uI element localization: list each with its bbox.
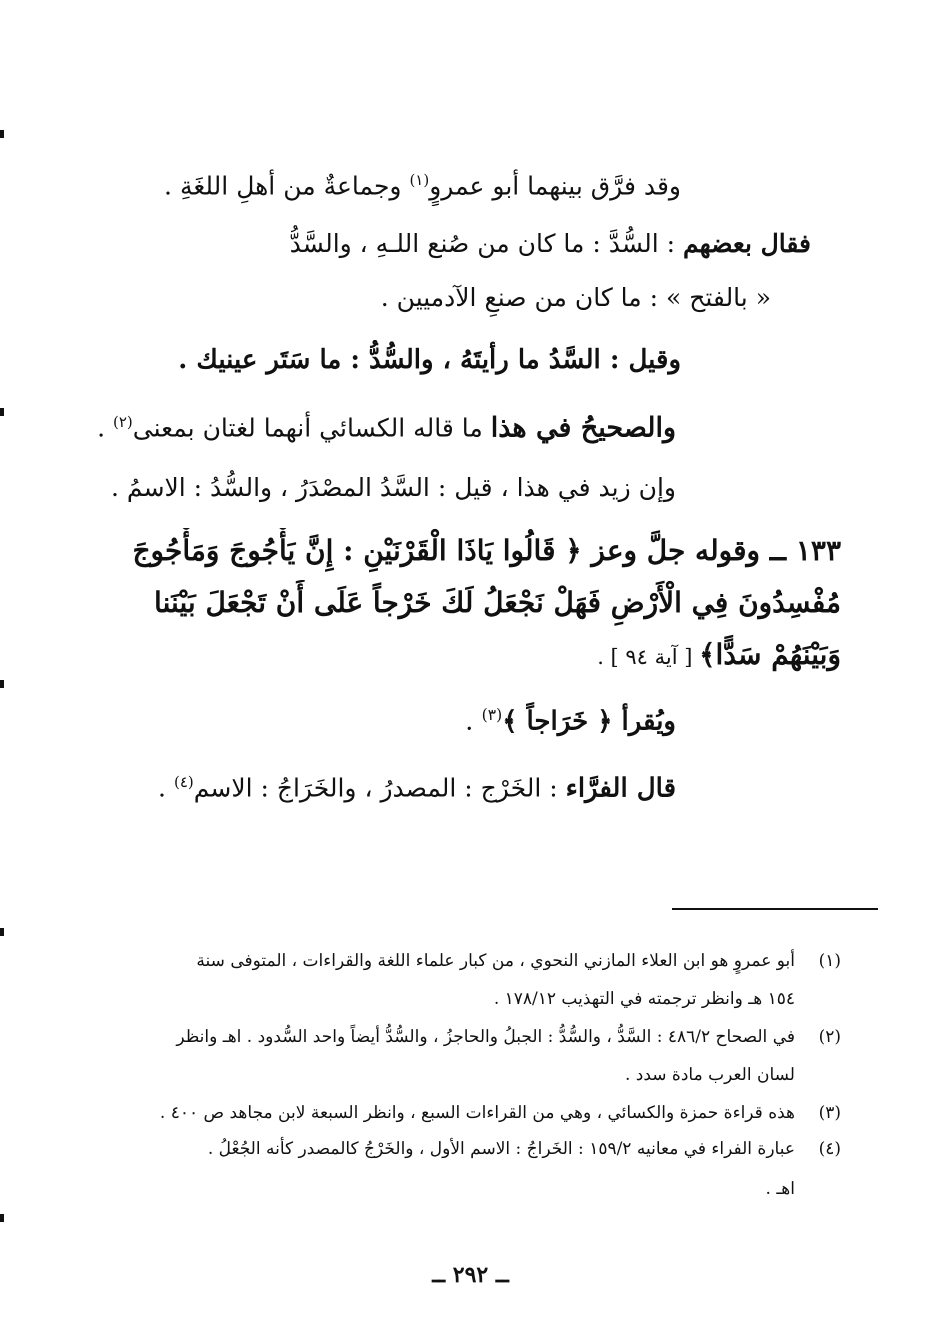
page-number: ــ ٢٩٢ ــ: [432, 1262, 509, 1288]
text-line-2: [111, 224, 811, 264]
text-line-4-text: وقيل : السَّدُ ما رأيتَهُ ، والسُّدُّ : ما سَتَر عينيك .: [178, 345, 681, 375]
text-line-5-rest: ما قاله الكسائي أنهما لغتان بمعنى: [132, 413, 491, 443]
scan-edge-mark: [0, 130, 4, 138]
text-line-1: [81, 160, 681, 206]
text-line-8-end: .: [158, 773, 174, 803]
verse-line-1: [51, 528, 841, 574]
footnote-4-line-2: اهـ .: [765, 1179, 795, 1199]
text-line-8: [36, 762, 676, 808]
text-line-6: [36, 468, 676, 508]
footnote-2-line-1: في الصحاح ٤٨٦/٢ : السَّدُّ ، والسُّدُّ : الجبلُ والحاجزُ ، والسُّدُّ أيضاً واحد السُّدود . اهـ وانظر: [176, 1027, 795, 1047]
verse-line-3: [51, 632, 841, 680]
footnote-3-number: (٣): [818, 1103, 841, 1123]
footnote-1-line-2: ١٥٤ هـ وانظر ترجمته في التهذيب ١٧٨/١٢ .: [493, 989, 795, 1009]
verse-reference: [ آية ٩٤ ] .: [597, 645, 700, 669]
text-line-2-rest: : السُّدَّ : ما كان من صُنع اللـهِ ، والسَّدُّ: [289, 229, 684, 258]
footnote-4-line-1: عبارة الفراء في معانيه ١٥٩/٢ : الخَراجُ : الاسم الأول ، والخَرْجُ كالمصدر كأنه الجُعْلُ .: [207, 1139, 795, 1159]
text-line-3-text: « بالفتح » : ما كان من صنعِ الآدميين .: [380, 283, 771, 312]
text-line-7-end: .: [465, 706, 482, 737]
footnote-ref-4: (٤): [173, 773, 194, 791]
footnote-1-number: (١): [818, 951, 841, 971]
footnote-separator: [672, 908, 878, 910]
scan-edge-mark: [0, 1214, 4, 1222]
text-line-7: [36, 692, 676, 745]
footnote-ref-1: (١): [409, 171, 430, 189]
footnote-ref-2: (٢): [112, 413, 133, 431]
scan-edge-mark: [0, 928, 4, 936]
text-line-8-bold: قال الفرَّاء: [565, 773, 676, 804]
text-line-1-b: وجماعةٌ من أهلِ اللغَةِ .: [164, 171, 410, 201]
text-line-2-bold: فقال بعضهم: [683, 229, 811, 258]
text-line-7-text: ويُقرأ ﴿ خَرَاجاً ﴾: [502, 706, 676, 737]
text-line-1-a: وقد فرَّق بينهما أبو عمروٍ: [429, 171, 681, 201]
text-line-3: [171, 278, 771, 318]
verse-line-2: [51, 580, 841, 626]
footnote-3-line-1: هذه قراءة حمزة والكسائي ، وهي من القراءات السبع ، وانظر السبعة لابن مجاهد ص ٤٠٠ .: [159, 1103, 795, 1123]
text-line-6-text: وإن زيد في هذا ، قيل : السَّدُ المصْدَرُ ، والسُّدُ : الاسمُ .: [111, 473, 676, 502]
verse-line-1-text: ١٣٣ ــ وقوله جلَّ وعز ﴿ قَالُوا يَاذَا الْقَرْنَيْنِ : إِنَّ يَأْجُوجَ وَمَأْجُوجَ: [132, 534, 841, 567]
text-line-5-bold: والصحيحُ في هذا: [490, 412, 676, 444]
footnote-1-line-1: أبو عمروٍ هو ابن العلاء المازني النحوي ، من كبار علماء اللغة والقراءات ، المتوفى سنة: [196, 951, 795, 971]
text-line-4: [41, 340, 681, 380]
footnote-2-number: (٢): [818, 1027, 841, 1047]
footnote-ref-3: (٣): [481, 706, 503, 724]
text-line-5-end: .: [97, 413, 113, 443]
text-line-5: [36, 402, 676, 448]
footnote-4-number: (٤): [818, 1139, 841, 1159]
verse-line-2-text: مُفْسِدُونَ فِي الْأَرْضِ فَهَلْ نَجْعَلُ لَكَ خَرْجاً عَلَى أَنْ تَجْعَلَ بَيْنَنا: [154, 586, 841, 619]
footnote-2-line-2: لسان العرب مادة سدد .: [624, 1065, 795, 1085]
scan-edge-mark: [0, 680, 4, 688]
verse-line-3-text: وَبَيْنَهُمْ سَدًّا﴾: [699, 638, 841, 671]
scan-edge-mark: [0, 408, 4, 416]
text-line-8-rest: : الخَرْج : المصدرُ ، والخَرَاجُ : الاسم: [193, 773, 566, 803]
